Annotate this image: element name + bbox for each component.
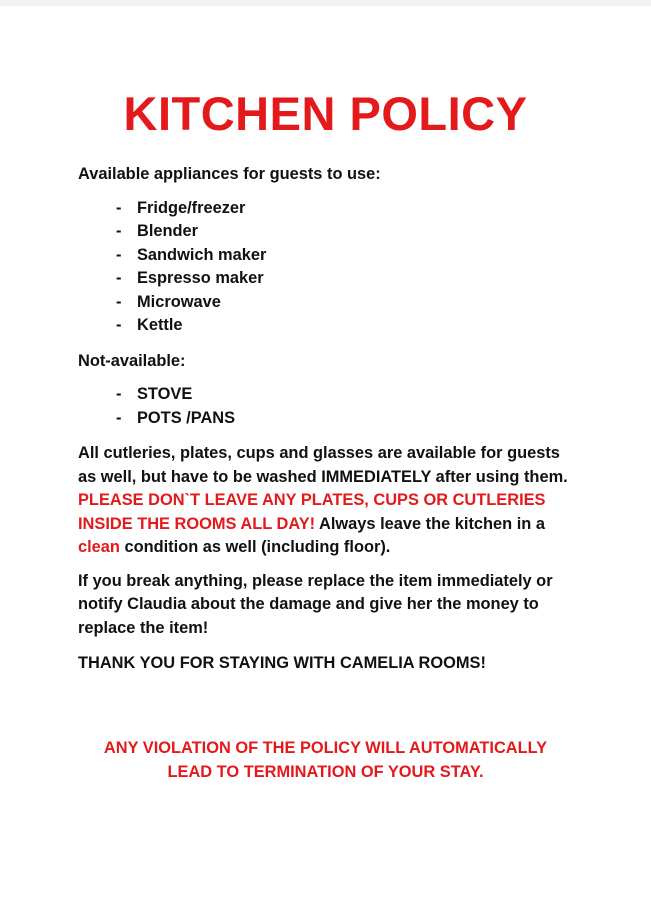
dash-marker: - [116,245,122,264]
spacer [78,560,578,570]
list-item: - STOVE [116,383,578,407]
list-item: - POTS /PANS [116,407,578,431]
cutlery-paragraph: All cutleries, plates, cups and glasses are available for guests as well, but have to be washed IMMEDIATELY after using them. PLEASE DON`T LEAVE ANY PLATES, CUPS OR CUTLERIES INSIDE THE ROOMS ALL DAY! Always leave the kitchen in a clean condition as well (including floor). [78,444,568,556]
list-item: - Sandwich maker [116,244,578,268]
not-available-list [78,383,578,430]
warning-line-1: ANY VIOLATION OF THE POLICY WILL AUTOMATICALLY [103,739,548,757]
available-list [78,197,578,338]
list-item: - Fridge/freezer [116,197,578,221]
dash-marker: - [116,292,122,311]
policy-body [78,163,578,676]
thanks-line: THANK YOU FOR STAYING WITH CAMELIA ROOMS! [78,654,486,672]
dash-marker: - [116,222,122,240]
violation-warning [0,737,651,784]
clean-highlight: clean [78,538,120,556]
list-item: - Kettle [116,314,578,338]
dash-marker: - [116,269,122,287]
breakage-paragraph: If you break anything, please replace the item immediately or notify Claudia about the damage and give her the money to replace the item! [78,571,553,637]
dash-marker: - [116,385,122,403]
no-plates-warning: PLEASE DON`T LEAVE ANY PLATES, CUPS OR CUTLERIES INSIDE THE ROOMS ALL DAY! [78,491,546,533]
available-heading: Available appliances for guests to use: [78,165,381,183]
list-item: - Blender [116,220,578,244]
list-item: - Espresso maker [116,267,578,291]
dash-marker: - [116,316,122,334]
list-item: - Microwave [116,291,578,315]
dash-marker: - [116,408,122,427]
not-available-heading: Not-available: [78,351,186,370]
dash-marker: - [116,198,122,217]
page-title: KITCHEN POLICY [123,87,528,140]
warning-line-2: LEAD TO TERMINATION OF YOUR STAY. [167,762,484,781]
spacer [78,640,578,652]
